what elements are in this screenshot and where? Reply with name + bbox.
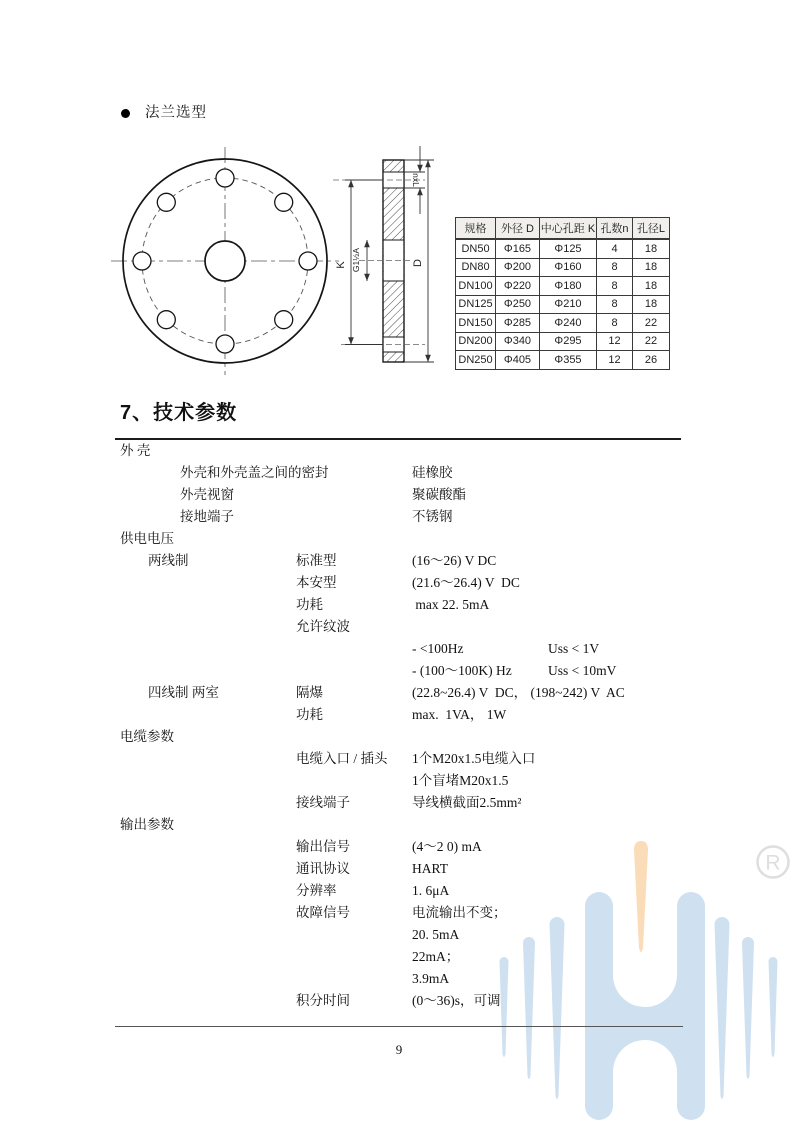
bolt-hole: [275, 193, 293, 211]
spec-row: [120, 968, 686, 990]
bolt-hole: [216, 169, 234, 187]
bolt-hole: [299, 252, 317, 270]
dimension-label-thread: G1½A: [351, 247, 361, 273]
spec-value: 硅橡胶: [412, 465, 453, 480]
flange-table-cell: DN100: [456, 277, 496, 296]
spec-value: 22mA；: [412, 949, 460, 964]
flange-table-row: [456, 239, 670, 258]
spec-row: [120, 726, 686, 748]
flange-table-cell: Φ165: [496, 239, 540, 258]
spec-value: max 22. 5mA: [412, 597, 490, 612]
spec-row: [120, 748, 686, 770]
spec-group-label: 电缆参数: [120, 729, 174, 744]
flange-table-header-row: [456, 218, 670, 240]
flange-table-cell: Φ180: [540, 277, 597, 296]
spec-value: 1个盲堵M20x1.5: [412, 773, 509, 788]
spec-group-label: 接地端子: [180, 509, 234, 524]
spec-item-label: 标准型: [296, 553, 337, 568]
spec-value: - (100～100K) Hz: [412, 663, 512, 678]
flange-table-cell: DN250: [456, 351, 496, 370]
flange-table-cell: 26: [633, 351, 670, 370]
flange-front-view-drawing: [108, 146, 344, 380]
spec-value: (0～36)s，可调: [412, 993, 501, 1008]
flange-table-row: [456, 351, 670, 370]
flange-table-cell: Φ405: [496, 351, 540, 370]
spec-value: - <100Hz: [412, 641, 464, 656]
flange-table-cell: Φ355: [540, 351, 597, 370]
spec-item-label: 功耗: [296, 597, 323, 612]
spec-row: [120, 880, 686, 902]
flange-table-row: [456, 277, 670, 296]
spec-row: [120, 946, 686, 968]
flange-table-cell: 12: [597, 332, 633, 351]
flange-col-header: 规格: [456, 218, 496, 240]
spec-row: [120, 858, 686, 880]
flange-table-row: [456, 314, 670, 333]
spec-value: (16～26) V DC: [412, 553, 497, 568]
flange-table-cell: Φ200: [496, 258, 540, 277]
flange-table-cell: 18: [633, 258, 670, 277]
flange-table-cell: Φ240: [540, 314, 597, 333]
spec-row: [120, 572, 686, 594]
spec-row: [120, 484, 686, 506]
spec-group-label: 四线制 两室: [148, 685, 219, 700]
spec-extra-value: Uss < 1V: [548, 641, 600, 656]
flange-table-cell: Φ295: [540, 332, 597, 351]
flange-table-cell: 8: [597, 314, 633, 333]
bolt-hole: [157, 193, 175, 211]
flange-table-cell: Φ250: [496, 295, 540, 314]
flange-table-cell: DN125: [456, 295, 496, 314]
spec-row: [120, 550, 686, 572]
flange-table-cell: Φ210: [540, 295, 597, 314]
flange-table-row: [456, 332, 670, 351]
bolt-hole: [157, 311, 175, 329]
spec-item-label: 分辨率: [296, 883, 337, 898]
spec-value: 聚碳酸酯: [412, 487, 466, 502]
flange-table-cell: 22: [633, 332, 670, 351]
spec-extra-value: Uss < 10mV: [548, 663, 617, 678]
spec-row: [120, 682, 686, 704]
spec-group-label: 外 壳: [120, 443, 151, 458]
spec-value: (21.6～26.4) V DC: [412, 575, 520, 590]
spec-group-label: 两线制: [148, 553, 189, 568]
flange-table-cell: DN50: [456, 239, 496, 258]
spec-item-label: 积分时间: [296, 993, 350, 1008]
flange-col-header: 中心孔距 K: [540, 218, 597, 240]
logo-bar: [715, 917, 730, 1099]
spec-row: [120, 836, 686, 858]
flange-table-cell: 18: [633, 239, 670, 258]
bolt-hole: [216, 335, 234, 353]
spec-value: 不锈钢: [412, 509, 453, 524]
flange-table-cell: Φ285: [496, 314, 540, 333]
flange-table-row: [456, 258, 670, 277]
bullet-icon: [121, 109, 130, 118]
logo-bar: [742, 937, 754, 1079]
bolt-hole: [275, 311, 293, 329]
spec-group-label: 供电电压: [120, 531, 174, 546]
spec-group-label: 输出参数: [120, 817, 174, 832]
flange-table-row: [456, 295, 670, 314]
flange-table-cell: Φ220: [496, 277, 540, 296]
spec-row: [120, 638, 686, 660]
spec-item-label: 电缆入口 / 插头: [296, 751, 388, 766]
spec-value: 1. 6μA: [412, 883, 450, 898]
flange-table-cell: 4: [597, 239, 633, 258]
spec-row: [120, 924, 686, 946]
flange-table-cell: Φ125: [540, 239, 597, 258]
spec-row: [120, 528, 686, 550]
flange-table-cell: 8: [597, 258, 633, 277]
spec-value: 电流输出不变；: [412, 905, 507, 920]
flange-table-cell: DN150: [456, 314, 496, 333]
spec-row: [120, 902, 686, 924]
spec-value: 1个M20x1.5电缆入口: [412, 751, 536, 766]
spec-group-label: 外壳和外壳盖之间的密封: [180, 465, 329, 480]
flange-table-cell: 8: [597, 295, 633, 314]
flange-table-container: [455, 217, 670, 370]
spec-item-label: 隔爆: [296, 685, 323, 700]
spec-item-label: 故障信号: [296, 905, 350, 920]
spec-item-label: 输出信号: [296, 839, 350, 854]
flange-table-cell: 18: [633, 277, 670, 296]
spec-value: max. 1VA， 1W: [412, 707, 507, 722]
flange-table-cell: DN200: [456, 332, 496, 351]
spec-value: HART: [412, 861, 448, 876]
spec-row: [120, 616, 686, 638]
spec-row: [120, 506, 686, 528]
section-title: 7、技术参数: [120, 402, 238, 424]
spec-value: (22.8~26.4) V DC， (198~242) V AC: [412, 685, 625, 700]
flange-side-section-drawing: [333, 143, 445, 375]
flange-table-cell: 12: [597, 351, 633, 370]
spec-value: (4～2 0) mA: [412, 839, 482, 854]
flange-col-header: 孔数n: [597, 218, 633, 240]
flange-table-cell: 8: [597, 277, 633, 296]
spec-row: [120, 704, 686, 726]
spec-item-label: 接线端子: [296, 795, 350, 810]
flange-table-cell: 18: [633, 295, 670, 314]
flange-col-header: 孔径L: [633, 218, 670, 240]
bolt-hole: [133, 252, 151, 270]
page-number: 9: [395, 1042, 403, 1057]
spec-item-label: 允许纹波: [296, 619, 350, 634]
footer-rule: [115, 1026, 683, 1027]
flange-table-cell: Φ340: [496, 332, 540, 351]
spec-value: 20. 5mA: [412, 927, 460, 942]
spec-row: [120, 440, 686, 462]
flange-selection-heading: 法兰选型: [145, 105, 207, 121]
spec-row: [120, 792, 686, 814]
spec-item-label: 功耗: [296, 707, 323, 722]
spec-item-label: 通讯协议: [296, 861, 350, 876]
flange-table: [455, 217, 670, 370]
flange-col-header: 外径 D: [496, 218, 540, 240]
spec-row: [120, 814, 686, 836]
spec-list: [120, 440, 686, 1012]
spec-row: [120, 770, 686, 792]
spec-value: 3.9mA: [412, 971, 450, 986]
logo-bar: [769, 957, 778, 1057]
spec-row: [120, 990, 686, 1012]
dimension-label-nxL: nxL: [411, 173, 421, 187]
spec-item-label: 本安型: [296, 575, 337, 590]
spec-row: [120, 660, 686, 682]
center-bore: [205, 241, 245, 281]
flange-table-cell: Φ160: [540, 258, 597, 277]
flange-table-cell: 22: [633, 314, 670, 333]
flange-table-cell: DN80: [456, 258, 496, 277]
spec-group-label: 外壳视窗: [180, 487, 234, 502]
spec-row: [120, 594, 686, 616]
dimension-label-D: D: [412, 259, 424, 267]
registered-mark-letter: R: [765, 851, 781, 875]
spec-row: [120, 462, 686, 484]
dimension-label-K: K: [335, 261, 347, 269]
spec-value: 导线横截面2.5mm²: [412, 795, 522, 810]
